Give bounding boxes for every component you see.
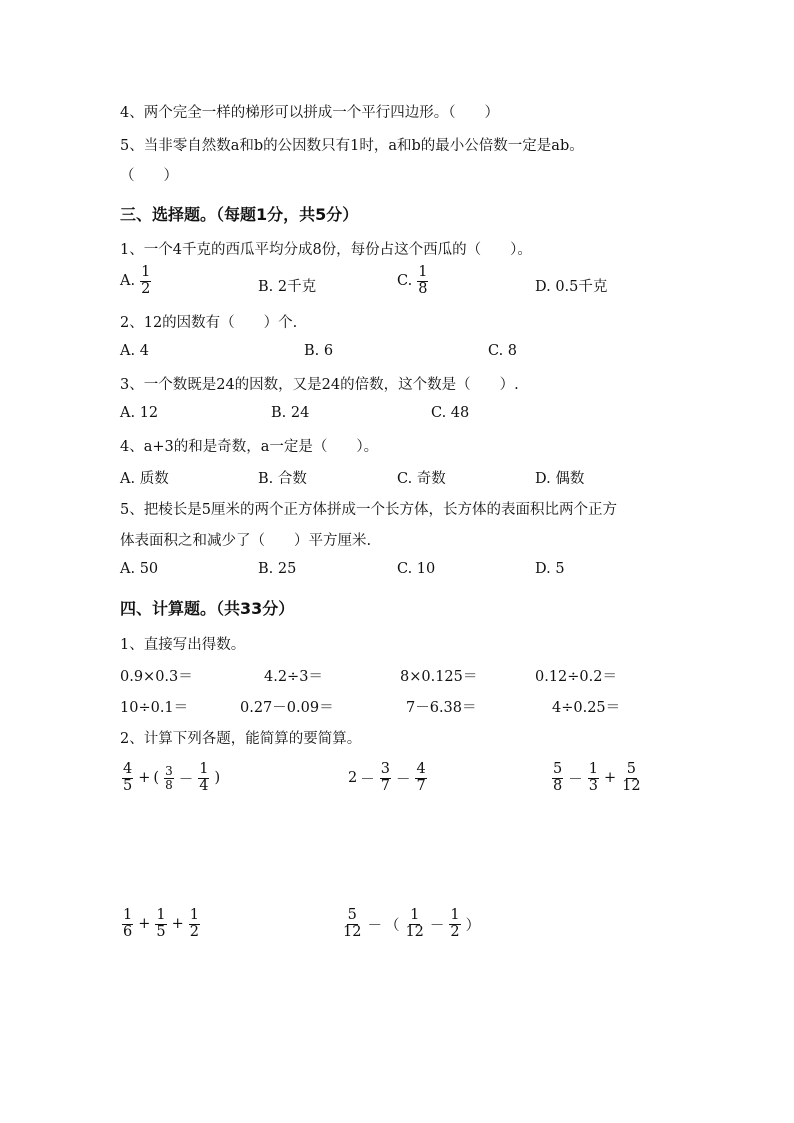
calc-r1-c2: 4.2÷3＝ [264,669,323,685]
calc-r1-c4: 0.12÷0.2＝ [535,669,617,685]
expression-2: 2 － $\frac{3}{7}$ － $\frac{4}{7}$ [348,761,426,794]
s3-q4-option-b: B. 合数 [258,471,307,487]
s3-q5-line1: 5、把棱长是5厘米的两个正方体拼成一个长方体，长方体的表面积比两个正方 [120,502,617,518]
calc-r2-c3: 7－6.38＝ [406,700,477,716]
s3-q3-option-b: B. 24 [271,405,310,421]
s3-q2-option-b: B. 6 [304,343,334,359]
s3-q5-option-a: A. 50 [120,561,159,577]
s3-q1-option-a: A. $\frac{1}{2}$ [120,264,151,297]
s3-q5-option-b: B. 25 [258,561,297,577]
s3-q2-option-a: A. 4 [120,343,149,359]
expression-5: $\frac{5}{12}$ － （ $\frac{1}{12}$ － $\frac{1}{2}$ ） [343,907,481,940]
s3-q4-option-a: A. 质数 [120,471,169,487]
judge-q4: 4、两个完全一样的梯形可以拼成一个平行四边形。（ ） [120,105,499,121]
s3-q4-option-c: C. 奇数 [397,471,446,487]
s3-q3: 3、一个数既是24的因数，又是24的倍数，这个数是（ ）. [120,377,519,393]
s3-q2-option-c: C. 8 [488,343,518,359]
s3-q1-option-d: D. 0.5千克 [535,279,608,295]
s3-q4-option-d: D. 偶数 [535,471,585,487]
s3-q1: 1、一个4千克的西瓜平均分成8份，每份占这个西瓜的（ ）。 [120,242,532,258]
calc-r1-c3: 8×0.125＝ [400,669,478,685]
s3-q1-option-c: C. $\frac{1}{8}$ [397,264,428,297]
calc-r2-c2: 0.27－0.09＝ [240,700,334,716]
s3-q5-option-c: C. 10 [397,561,436,577]
s3-q5-option-d: D. 5 [535,561,565,577]
judge-q5-blank: （ ） [120,168,178,184]
s3-q5-line2: 体表面积之和减少了（ ）平方厘米. [120,533,372,549]
s3-q4: 4、a+3的和是奇数，a一定是（ ）。 [120,439,379,455]
calc-r2-c4: 4÷0.25＝ [552,700,621,716]
s3-q3-option-a: A. 12 [120,405,159,421]
s3-q1-option-b: B. 2千克 [258,279,317,295]
section4-title: 四、计算题。（共33分） [120,599,295,618]
expression-1: $\frac{4}{5}$ + ( $\frac{3}{8}$ － $\frac{1}{4}$ ) [123,761,221,794]
calc-r2-c1: 10÷0.1＝ [120,700,189,716]
judge-q5: 5、当非零自然数a和b的公因数只有1时，a和b的最小公倍数一定是ab。 [120,138,584,154]
s4-q1: 1、直接写出得数。 [120,637,246,653]
s3-q3-option-c: C. 48 [431,405,470,421]
calc-r1-c1: 0.9×0.3＝ [120,669,193,685]
section3-title: 三、选择题。（每题1分，共5分） [120,205,359,224]
expression-4: $\frac{1}{6}$ + $\frac{1}{5}$ + $\frac{1}{2}$ [123,907,200,940]
s3-q2: 2、12的因数有（ ）个. [120,315,298,331]
expression-3: $\frac{5}{8}$ － $\frac{1}{3}$ + $\frac{5}{12}$ [553,761,641,794]
s4-q2: 2、计算下列各题，能简算的要简算。 [120,731,362,747]
